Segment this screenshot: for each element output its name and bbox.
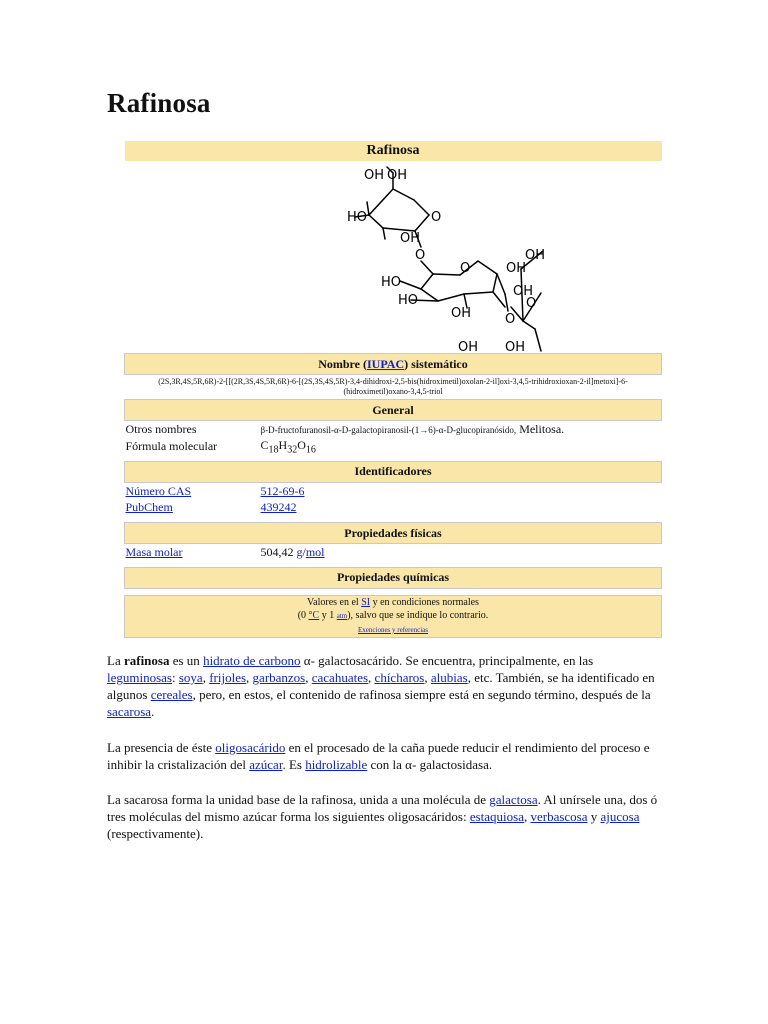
p2-text: La presencia de éste bbox=[107, 740, 213, 755]
note-text-d: y 1 bbox=[321, 609, 335, 621]
formula-value bbox=[260, 438, 662, 455]
p1-text: : bbox=[172, 670, 176, 685]
struct-label: HO bbox=[398, 293, 419, 308]
otros-nombres-label: Otros nombres bbox=[125, 421, 197, 436]
link-garbanzos[interactable]: garbanzos bbox=[252, 670, 306, 685]
link-leguminosas[interactable]: leguminosas bbox=[107, 670, 172, 685]
p1-text: , bbox=[305, 670, 309, 685]
struct-label: OH bbox=[513, 284, 534, 299]
infobox bbox=[124, 141, 662, 638]
paragraph-3 bbox=[107, 791, 659, 842]
struct-label: OH bbox=[364, 168, 385, 183]
formula-o-n: 16 bbox=[305, 443, 316, 455]
struct-label: HO bbox=[381, 275, 402, 290]
p1-text: La bbox=[107, 653, 121, 668]
mol-link[interactable]: mol bbox=[305, 545, 325, 560]
link-hidrato-de-carbono[interactable]: hidrato de carbono bbox=[203, 653, 301, 668]
struct-label: OH bbox=[506, 261, 527, 276]
link-ajucosa[interactable]: ajucosa bbox=[600, 809, 640, 824]
page-title: Rafinosa bbox=[107, 88, 211, 118]
si-link[interactable]: SI bbox=[361, 596, 371, 608]
link-hidrolizable[interactable]: hidrolizable bbox=[305, 757, 368, 772]
formula-c-n: 18 bbox=[268, 443, 279, 455]
otros-nombres-text: β-D-fructofuranosil-α-D-galactopiranosil-(1→6)-α-D-glucopiranósido, bbox=[260, 424, 517, 435]
p1-text: es un bbox=[172, 653, 200, 668]
p1-bold-rafinosa: rafinosa bbox=[123, 653, 170, 668]
nombre-header bbox=[125, 354, 662, 375]
exenciones-link[interactable]: Exenciones y referencias bbox=[358, 625, 428, 634]
link-estaquiosa[interactable]: estaquiosa bbox=[469, 809, 524, 824]
p2-text: . Es bbox=[282, 757, 302, 772]
p1-text: . bbox=[151, 704, 155, 719]
p1-text: , bbox=[202, 670, 206, 685]
propiedades-quimicas-header: Propiedades químicas bbox=[125, 567, 662, 588]
cas-value-link[interactable]: 512-69-6 bbox=[260, 483, 305, 498]
p2-text: con la α- galactosidasa. bbox=[370, 757, 493, 772]
units-note bbox=[125, 595, 662, 637]
struct-label: OH bbox=[525, 248, 546, 263]
systematic-name: (2S,3R,4S,5R,6R)-2-[[(2R,3S,4S,5R,6R)-6-[(2S,3S,4S,5R)-3,4-dihidroxi-2,5-bis(hidroximetil)oxolan-2-il]oxi-3,4,5-trihidroxioxan-2-il]metoxi]-6-(hidroximetil)oxano-3,4,5-triol bbox=[158, 377, 628, 396]
formula-h: H bbox=[278, 437, 288, 452]
note-text-a: Valores en el bbox=[307, 596, 359, 608]
link-sacarosa[interactable]: sacarosa bbox=[107, 704, 152, 719]
note-text-b: y en condiciones normales bbox=[372, 596, 479, 608]
struct-label: OH bbox=[451, 306, 472, 321]
identificadores-header: Identificadores bbox=[125, 461, 662, 482]
note-text-c: (0 bbox=[297, 609, 307, 621]
paragraph-2 bbox=[107, 739, 659, 773]
link-cereales[interactable]: cereales bbox=[150, 687, 193, 702]
struct-label: OH bbox=[400, 231, 421, 246]
otros-nombres-extra: Melitosa. bbox=[519, 421, 565, 436]
struct-label: O bbox=[431, 210, 442, 225]
struct-label: O bbox=[526, 296, 537, 311]
p2-text: en el procesado de la caña puede reducir el rendimiento del proceso e inhibir la cristalización del bbox=[107, 740, 650, 772]
cas-link[interactable]: Número CAS bbox=[125, 483, 192, 498]
struct-label: OH bbox=[505, 340, 526, 355]
p1-text: , bbox=[368, 670, 372, 685]
masa-sep: / bbox=[302, 545, 306, 560]
struct-label: HO bbox=[347, 210, 368, 225]
formula-o: O bbox=[297, 437, 306, 452]
structure-cell bbox=[125, 161, 662, 354]
p3-text: , bbox=[523, 809, 528, 824]
atm-link[interactable]: atm bbox=[336, 611, 348, 620]
raffinose-structure-diagram bbox=[243, 161, 546, 355]
p3-text: . Al unírsele una, dos ó tres moléculas del mismo azúcar forma los siguientes oligosacáridos: bbox=[107, 792, 658, 824]
masa-molar-link[interactable]: Masa molar bbox=[125, 545, 183, 560]
celsius-link[interactable]: °C bbox=[308, 609, 320, 621]
formula-c: C bbox=[260, 437, 269, 452]
masa-molar-value bbox=[260, 544, 662, 561]
link-alubias[interactable]: alubias bbox=[430, 670, 468, 685]
struct-label: O bbox=[415, 248, 426, 263]
gram-link[interactable]: g bbox=[296, 545, 303, 560]
general-header: General bbox=[125, 400, 662, 421]
link-oligosacarido[interactable]: oligosacárido bbox=[215, 740, 286, 755]
p1-text: , pero, en estos, el contenido de rafinosa siempre está en segundo término, después de la bbox=[192, 687, 651, 702]
iupac-link[interactable]: IUPAC bbox=[367, 356, 405, 371]
pubchem-link[interactable]: PubChem bbox=[125, 500, 173, 515]
note-text-e: ), salvo que se indique lo contrario. bbox=[347, 609, 489, 621]
link-galactosa[interactable]: galactosa bbox=[489, 792, 538, 807]
infobox-title: Rafinosa bbox=[125, 141, 662, 161]
link-soya[interactable]: soya bbox=[178, 670, 203, 685]
p1-text: α- galactosacárido. Se encuentra, principalmente, en las bbox=[303, 653, 594, 668]
struct-label: OH bbox=[387, 168, 408, 183]
formula-label: Fórmula molecular bbox=[125, 438, 218, 453]
masa-number: 504,42 bbox=[260, 545, 294, 560]
p1-text: , bbox=[246, 670, 250, 685]
link-chicharos[interactable]: chícharos bbox=[374, 670, 425, 685]
p1-text: , bbox=[424, 670, 428, 685]
link-verbascosa[interactable]: verbascosa bbox=[530, 809, 588, 824]
struct-label: O bbox=[460, 261, 471, 276]
paragraph-1 bbox=[107, 652, 659, 720]
nombre-post: ) sistemático bbox=[404, 356, 468, 371]
propiedades-fisicas-header: Propiedades físicas bbox=[125, 523, 662, 544]
p3-text: La sacarosa forma la unidad base de la rafinosa, unida a una molécula de bbox=[107, 792, 486, 807]
p3-text: (respectivamente). bbox=[107, 826, 204, 841]
otros-nombres-value bbox=[260, 421, 662, 438]
link-cacahuates[interactable]: cacahuates bbox=[311, 670, 369, 685]
p1-text: , etc. También, se ha identificado en algunos bbox=[107, 670, 655, 702]
link-frijoles[interactable]: frijoles bbox=[209, 670, 247, 685]
formula-h-n: 32 bbox=[287, 443, 298, 455]
pubchem-value-link[interactable]: 439242 bbox=[260, 500, 297, 515]
struct-label: OH bbox=[458, 340, 479, 355]
p3-text: y bbox=[590, 809, 598, 824]
nombre-pre: Nombre ( bbox=[318, 356, 367, 371]
struct-label: O bbox=[505, 312, 516, 327]
link-azucar[interactable]: azúcar bbox=[249, 757, 283, 772]
